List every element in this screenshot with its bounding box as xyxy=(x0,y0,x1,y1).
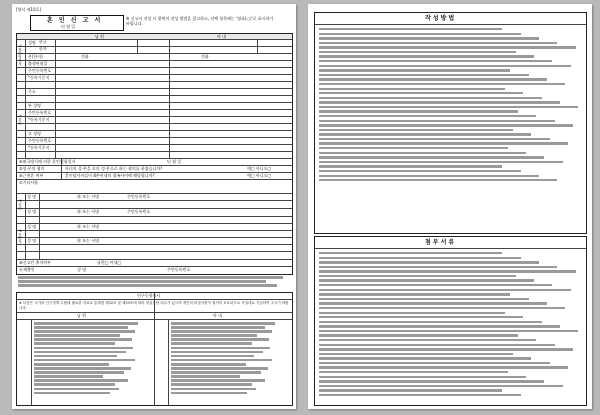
row-label-registry: *등록기준지 xyxy=(28,75,50,80)
name-hanja-label: 한자 xyxy=(39,46,47,51)
text-line xyxy=(319,165,502,167)
text-line xyxy=(319,330,578,332)
text-line xyxy=(319,261,539,263)
text-line xyxy=(319,110,518,112)
text-line xyxy=(319,302,547,304)
text-line xyxy=(319,376,526,378)
text-line xyxy=(319,266,557,268)
text-line xyxy=(319,275,516,277)
text-line xyxy=(319,101,560,103)
text-line xyxy=(319,55,534,57)
attach-box xyxy=(314,236,587,406)
row-label-origin: 본(한자) xyxy=(28,54,43,59)
row-label-birth: 출생연월일 xyxy=(28,61,48,66)
text-line xyxy=(319,325,560,327)
witness-seal: ㊞ 또는 서명 xyxy=(77,194,99,199)
text-line xyxy=(319,389,502,391)
witness-label: ⑧증인 xyxy=(18,199,23,210)
text-line xyxy=(319,394,521,396)
text-line xyxy=(319,97,542,99)
text-line xyxy=(319,307,565,309)
text-line xyxy=(319,289,571,291)
text-line xyxy=(319,284,552,286)
text-line xyxy=(319,353,513,355)
submitter-name-label: 성 명 xyxy=(77,267,86,272)
text-line xyxy=(319,357,531,359)
witness-rrn-label: 주민등록번호 xyxy=(127,194,151,199)
howto-box xyxy=(314,12,587,234)
howto-title: 작성방법 xyxy=(425,15,457,22)
witness2-seal: ㊞ 또는 서명 xyxy=(77,209,99,214)
text-line xyxy=(319,366,568,368)
notes-text xyxy=(18,276,288,288)
form-page xyxy=(12,4,296,409)
text-line xyxy=(319,316,523,318)
text-line xyxy=(319,321,542,323)
stats-husband-options xyxy=(34,322,149,396)
other-label: ⑦기타사항 xyxy=(19,180,39,185)
text-line xyxy=(319,42,557,44)
stats-col-husband: 남 편 xyxy=(77,313,86,318)
surname-question-options[interactable]: 예□ 아니오□ xyxy=(247,166,272,171)
text-line xyxy=(319,65,571,67)
attach-text xyxy=(319,252,581,399)
phone-label-wife: 전화 xyxy=(201,54,209,59)
text-line xyxy=(319,152,526,154)
row-label-address: 주소 xyxy=(28,89,36,94)
text-line xyxy=(319,344,555,346)
phone-label-husband: 전화 xyxy=(81,54,89,59)
row-label-name: 성명 xyxy=(28,40,36,45)
text-line xyxy=(319,371,508,373)
surname-question-label: ⑤성·본의 협의 xyxy=(19,166,45,171)
text-line xyxy=(319,78,547,80)
consent-label: ⑨동의자 xyxy=(18,229,23,244)
text-line xyxy=(319,147,508,149)
text-line xyxy=(319,115,536,117)
witness-name-label: 성 명 xyxy=(27,194,36,199)
foreign-date-label: ④외국방식에 의한 혼인성립일자 xyxy=(19,159,76,164)
instructions-page xyxy=(308,4,592,409)
howto-text xyxy=(319,28,581,184)
text-line xyxy=(319,339,536,341)
row-label-mother-rrn: 주민등록번호 xyxy=(28,138,52,143)
text-line xyxy=(319,74,529,76)
form-title-box xyxy=(30,15,124,31)
witness2-name-label: 성 명 xyxy=(27,209,36,214)
text-line xyxy=(319,170,521,172)
relation-question-label: ⑥근친혼 여부 xyxy=(19,173,44,178)
stats-header: 인구동향조사 xyxy=(137,293,161,298)
text-line xyxy=(319,179,557,181)
text-line xyxy=(319,293,510,295)
text-line xyxy=(319,257,521,259)
consent-seal: ㊞ 또는 서명 xyxy=(77,224,99,229)
text-line xyxy=(319,385,563,387)
text-line xyxy=(319,334,518,336)
row-label-rrn: 주민등록번호 xyxy=(28,68,52,73)
stats-table xyxy=(16,292,293,406)
text-line xyxy=(319,88,505,90)
text-line xyxy=(319,252,502,254)
consent-name-label: 성 명 xyxy=(27,224,36,229)
text-line xyxy=(319,279,534,281)
form-title: 혼 인 신 고 서 xyxy=(47,17,103,24)
text-line xyxy=(319,138,550,140)
relation-question-text: 혼인당사자들이 8촌이내의 혈족사이에 해당됩니까? xyxy=(65,173,155,178)
form-code: [양식 제10호] xyxy=(16,7,41,12)
witness2-rrn-label: 주민등록번호 xyxy=(127,209,151,214)
text-line xyxy=(319,156,544,158)
text-line xyxy=(319,133,531,135)
foreign-date-value: 년 월 일 xyxy=(167,159,182,164)
text-line xyxy=(319,51,516,53)
text-line xyxy=(319,46,576,48)
row-label-mother: 모 성명 xyxy=(28,131,41,136)
text-line xyxy=(319,69,510,71)
text-line xyxy=(319,129,513,131)
relation-question-options[interactable]: 예□ 아니오□ xyxy=(247,173,272,178)
text-line xyxy=(319,348,573,350)
consent2-seal: ㊞ 또는 서명 xyxy=(77,238,99,243)
text-line xyxy=(319,161,563,163)
consent2-name-label: 성 명 xyxy=(27,238,36,243)
text-line xyxy=(319,298,529,300)
text-line xyxy=(319,380,544,382)
text-line xyxy=(319,83,565,85)
surname-question-text: 자녀의 성·본을 모의 성·본으로 하는 협의를 하였습니까? xyxy=(65,166,163,171)
text-line xyxy=(319,120,555,122)
signer-label: ⑩신고인 출석여부 xyxy=(19,260,51,265)
text-line xyxy=(319,106,578,108)
text-line xyxy=(319,28,502,30)
form-instruction: ※ 신고서 작성 시 뒷면의 작성 방법을 참고하고, 선택 항목에는 '영표(○)'로 표시하기 바랍니다. xyxy=(126,16,274,26)
stats-note: ※ 다음은 국가의 인구정책 수립에 필요한 자료로 통계법 제32조 및 제33조에 따라 성실응답 의무가 있으며 개인의 비밀사항이 철저히 보호되므로 사실대로 기입하여 주시기 바랍니다. xyxy=(19,301,289,310)
text-line xyxy=(319,37,539,39)
signer-options[interactable]: 남편□ 아내□ xyxy=(97,260,122,265)
text-line xyxy=(319,270,576,272)
submitter-rrn-label: 주민등록번호 xyxy=(167,267,191,272)
form-table xyxy=(16,33,293,275)
row-label-father-registry: *등록기준지 xyxy=(28,117,50,122)
parents-label: ②부모 xyxy=(18,114,23,125)
submitter-label: ⑪제출인 xyxy=(19,267,35,272)
wife-header: 아 내 xyxy=(217,34,226,39)
text-line xyxy=(319,362,550,364)
text-line xyxy=(319,33,521,35)
husband-header: 남 편 xyxy=(95,34,104,39)
text-line xyxy=(319,124,573,126)
stats-col-wife: 아 내 xyxy=(213,313,222,318)
stats-wife-options xyxy=(171,322,286,396)
party-label: ①혼인당사자 xyxy=(18,44,23,66)
row-label-father-rrn: 주민등록번호 xyxy=(28,110,52,115)
name-hangul-label: 한글 xyxy=(39,39,47,44)
text-line xyxy=(319,312,505,314)
text-line xyxy=(319,92,523,94)
text-line xyxy=(319,142,568,144)
text-line xyxy=(319,60,552,62)
row-label-father: 부 성명 xyxy=(28,103,41,108)
row-label-mother-registry: *등록기준지 xyxy=(28,145,50,150)
text-line xyxy=(319,175,539,177)
attach-title: 첨부서류 xyxy=(425,239,457,246)
form-date: 년 월 일 xyxy=(61,24,76,29)
